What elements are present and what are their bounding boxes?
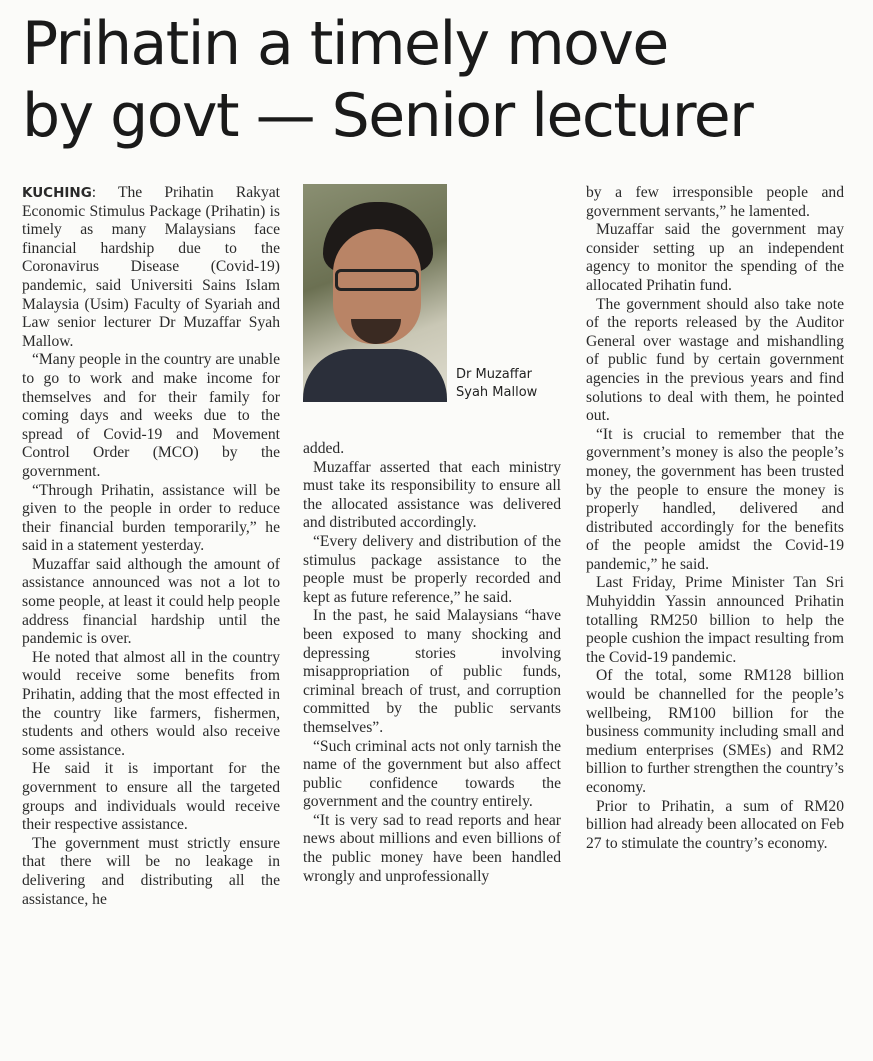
portrait-photo-icon xyxy=(303,184,447,402)
paragraph: added. xyxy=(303,440,345,457)
paragraph: The government must strictly ensure that there will be no leakage in delivering and distributing all the assistance, he xyxy=(22,834,280,908)
paragraph: Of the total, some RM128 billion would be channelled for the people’s wellbeing, RM100 billion for the business community including small and medium enterprises (SMEs) and RM2 billion to further strengthen the country’s economy. xyxy=(586,667,844,796)
paragraph: Muzaffar asserted that each ministry must take its responsibility to ensure all the allocated assistance was delivered and distributed accordingly. xyxy=(303,458,561,532)
paragraph: Muzaffar said although the amount of assistance announced was not a lot to some people, at least it could help people address financial hardship until the pandemic is over. xyxy=(22,555,280,648)
caption-line-1: Dr Muzaffar xyxy=(456,367,533,382)
article-column-3 xyxy=(586,184,844,853)
paragraph: “It is crucial to remember that the government’s money is also the people’s money, the government has been trusted by the people to ensure the money is properly handled, delivered and distributed accordingly for the benefits of the people amidst the Covid-19 pandemic,” he said. xyxy=(586,425,844,573)
paragraph: “Such criminal acts not only tarnish the name of the government but also affect public confidence towards the government and the country entirely. xyxy=(303,737,561,811)
photo-shirt xyxy=(303,349,447,402)
photo-caption xyxy=(456,366,537,402)
paragraph xyxy=(22,184,280,351)
paragraph: by a few irresponsible people and government servants,” he lamented. xyxy=(586,184,844,220)
paragraph: “It is very sad to read reports and hear news about millions and even billions of the public money have been handled wrongly and unprofessionally xyxy=(303,811,561,885)
paragraph-text: : The Prihatin Rakyat Economic Stimulus Package (Prihatin) is timely as many Malaysians face financial hardship due to the Coronavirus Disease (Covid-19) pandemic, said Universiti Sains Islam Malaysia (Usim) Faculty of Syariah and Law senior lecturer Dr Muzaffar Syah Mallow. xyxy=(22,184,280,350)
headline-line-1: Prihatin a timely move xyxy=(22,9,668,79)
paragraph: He said it is important for the government to ensure all the targeted groups and individuals would receive their respective assistance. xyxy=(22,760,280,834)
photo-glasses xyxy=(335,269,419,291)
headline xyxy=(22,8,862,152)
paragraph: Last Friday, Prime Minister Tan Sri Muhyiddin Yassin announced Prihatin totalling RM250 billion to help the people cushion the impact resulting from the Covid-19 pandemic. xyxy=(586,574,844,666)
paragraph: The government should also take note of the reports released by the Auditor General over wastage and mishandling of public fund by certain government agencies in the previous years and find solutions to deal with them, he pointed out. xyxy=(586,295,844,425)
article-column-1 xyxy=(22,184,280,909)
caption-line-2: Syah Mallow xyxy=(456,385,538,400)
paragraph: “Many people in the country are unable to go to work and make income for themselves and for their family for coming days and weeks due to the spread of Covid-19 and Movement Control Order (MCO) by the government. xyxy=(22,351,280,480)
dateline: KUCHING xyxy=(22,185,92,201)
paragraph: In the past, he said Malaysians “have been exposed to many shocking and depressing stories involving misappropriation of public funds, criminal breach of trust, and corruption committed by the public servants themselves”. xyxy=(303,607,561,736)
article-column-2 xyxy=(303,440,561,886)
paragraph: “Every delivery and distribution of the stimulus package assistance to the people must be properly recorded and kept as future reference,” he said. xyxy=(303,532,561,606)
headline-line-2: by govt — Senior lecturer xyxy=(22,81,753,151)
paragraph: Muzaffar said the government may consider setting up an independent agency to monitor the spending of the allocated Prihatin fund. xyxy=(586,221,844,294)
paragraph: “Through Prihatin, assistance will be given to the people in order to reduce their financial burden temporarily,” he said in a statement yesterday. xyxy=(22,481,280,555)
paragraph: Prior to Prihatin, a sum of RM20 billion had already been allocated on Feb 27 to stimulate the country’s economy. xyxy=(586,797,844,852)
paragraph: He noted that almost all in the country would receive some benefits from Prihatin, adding that the most effected in the country like farmers, fishermen, students and others would also receive some assistance. xyxy=(22,648,280,759)
